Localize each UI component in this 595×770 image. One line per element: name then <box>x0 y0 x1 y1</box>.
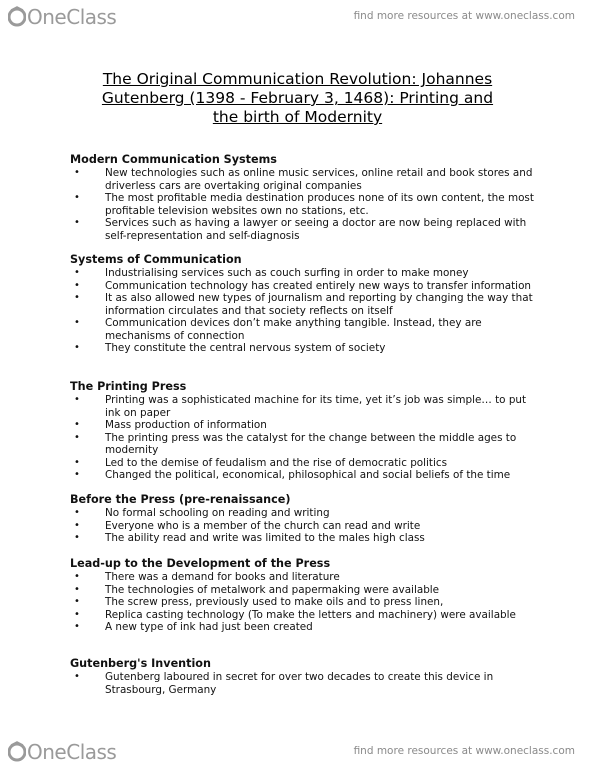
list-item-text: Printing was a sophisticated machine for its time, yet it’s job was simple… to put ink on paper <box>105 394 527 419</box>
oneclass-logo-icon <box>8 6 26 28</box>
bullet-icon: • <box>74 279 80 291</box>
list-item-text: Gutenberg laboured in secret for over two decades to create this device in Strasbourg, Germany <box>105 671 494 696</box>
section-lead-up-to-development <box>70 557 540 634</box>
section-heading: The Printing Press <box>70 380 187 393</box>
bullet-icon: • <box>74 571 80 582</box>
list-item-text: The printing press was the catalyst for the change between the middle ages to modernity <box>105 431 517 456</box>
bullet-icon: • <box>74 267 80 278</box>
bullet-list <box>70 167 540 242</box>
list-item <box>70 394 540 419</box>
bullet-icon: • <box>74 419 80 430</box>
list-item <box>70 520 540 533</box>
list-item <box>70 671 540 696</box>
bullet-icon: • <box>74 519 80 531</box>
bullet-icon: • <box>74 167 80 178</box>
list-item <box>70 192 540 217</box>
list-item <box>70 507 540 520</box>
bullet-icon: • <box>74 217 80 228</box>
list-item <box>70 532 540 545</box>
list-item <box>70 217 540 242</box>
bullet-icon: • <box>74 671 80 682</box>
list-item-text: Communication technology has created entirely new ways to transfer information <box>105 279 532 292</box>
list-item-text: New technologies such as online music services, online retail and book stores and driverless cars are overtaking original companies <box>105 167 533 192</box>
footer-tagline[interactable]: find more resources at www.oneclass.com <box>353 745 575 757</box>
list-item <box>70 432 540 457</box>
list-item <box>70 292 540 317</box>
bullet-list <box>70 507 540 545</box>
list-item <box>70 571 540 584</box>
list-item-text: Mass production of information <box>105 419 267 431</box>
list-item-text: The most profitable media destination produces none of its own content, the most profitable television websites own no stations, etc. <box>105 192 534 217</box>
bullet-icon: • <box>74 431 80 443</box>
list-item <box>70 621 540 634</box>
document-title <box>40 70 555 127</box>
bullet-icon: • <box>74 621 80 632</box>
list-item-text: Industrialising services such as couch surfing in order to make money <box>105 267 469 279</box>
list-item <box>70 596 540 609</box>
list-item-text: The screw press, previously used to make oils and to press linen, <box>105 596 444 608</box>
bullet-icon: • <box>74 583 80 595</box>
list-item-text: Everyone who is a member of the church can read and write <box>105 519 421 532</box>
section-heading: Modern Communication Systems <box>70 153 277 166</box>
list-item-text: No formal schooling on reading and writing <box>105 507 330 519</box>
list-item <box>70 457 540 470</box>
list-item-text: Led to the demise of feudalism and the rise of democratic politics <box>105 456 448 469</box>
section-the-printing-press <box>70 380 540 482</box>
header-bar <box>0 0 595 34</box>
bullet-icon: • <box>74 507 80 518</box>
logo-text: OneClass <box>27 740 117 764</box>
section-modern-communication-systems <box>70 153 540 242</box>
bullet-icon: • <box>74 292 80 303</box>
bullet-list <box>70 267 540 355</box>
header-tagline[interactable]: find more resources at www.oneclass.com <box>353 10 575 22</box>
bullet-icon: • <box>74 608 80 620</box>
list-item <box>70 280 540 293</box>
list-item <box>70 167 540 192</box>
title-line: Gutenberg (1398 - February 3, 1468): Printing and <box>101 89 494 107</box>
list-item <box>70 609 540 622</box>
bullet-list <box>70 394 540 482</box>
list-item-text: Changed the political, economical, philosophical and social beliefs of the time <box>105 469 511 481</box>
list-item <box>70 419 540 432</box>
section-heading: Before the Press (pre-renaissance) <box>70 493 291 506</box>
list-item <box>70 267 540 280</box>
bullet-icon: • <box>74 342 80 353</box>
list-item-text: Services such as having a lawyer or seeing a doctor are now being replaced with self-representation and self-diagnosis <box>105 217 527 242</box>
list-item-text: There was a demand for books and literature <box>105 571 340 583</box>
section-heading: Lead-up to the Development of the Press <box>70 557 331 570</box>
list-item-text: They constitute the central nervous system of society <box>105 342 386 354</box>
bullet-icon: • <box>74 456 80 468</box>
list-item-text: It as also allowed new types of journalism and reporting by changing the way that information circulates and that society reflects on itself <box>105 292 533 317</box>
oneclass-logo-icon <box>8 741 26 763</box>
oneclass-logo-footer[interactable] <box>8 739 116 765</box>
list-item-text: The ability read and write was limited to the males high class <box>105 532 425 544</box>
logo-text: OneClass <box>27 5 117 29</box>
title-line: The Original Communication Revolution: Johannes <box>102 70 493 88</box>
bullet-icon: • <box>74 596 80 607</box>
list-item-text: A new type of ink had just been created <box>105 621 313 633</box>
oneclass-logo[interactable] <box>8 4 116 30</box>
list-item <box>70 469 540 482</box>
section-heading: Gutenberg's Invention <box>70 657 211 670</box>
list-item <box>70 317 540 342</box>
section-systems-of-communication <box>70 253 540 355</box>
footer-bar <box>0 735 595 769</box>
bullet-icon: • <box>74 469 80 480</box>
list-item <box>70 584 540 597</box>
bullet-list <box>70 671 540 696</box>
list-item <box>70 342 540 355</box>
bullet-icon: • <box>74 192 80 203</box>
bullet-icon: • <box>74 317 80 328</box>
section-before-the-press <box>70 493 540 545</box>
list-item-text: The technologies of metalwork and papermaking were available <box>105 583 440 596</box>
section-heading: Systems of Communication <box>70 253 242 266</box>
bullet-list <box>70 571 540 634</box>
bullet-icon: • <box>74 394 80 405</box>
bullet-icon: • <box>74 532 80 543</box>
title-line: the birth of Modernity <box>212 108 383 126</box>
section-gutenbergs-invention <box>70 657 540 696</box>
list-item-text: Communication devices don’t make anything tangible. Instead, they are mechanisms of connection <box>105 317 482 342</box>
list-item-text: Replica casting technology (To make the letters and machinery) were available <box>105 608 516 621</box>
